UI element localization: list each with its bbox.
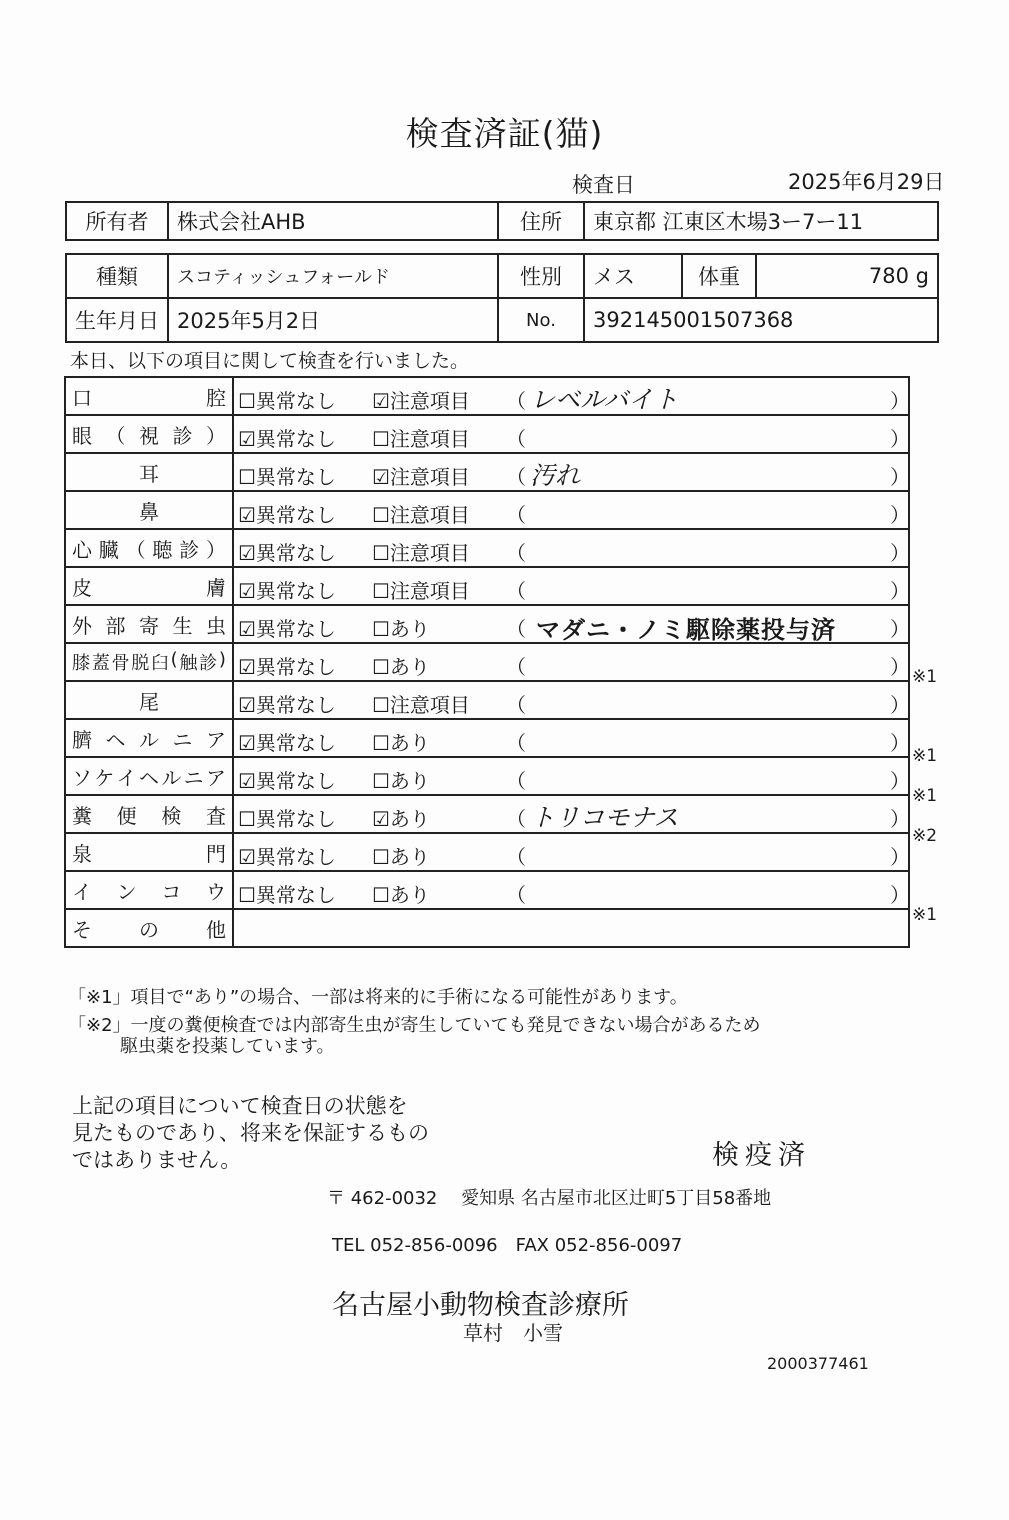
check-result-cell xyxy=(233,757,909,795)
label-char: 触 xyxy=(179,653,198,674)
check-item-label xyxy=(72,762,226,791)
label-char: ソ xyxy=(72,765,92,790)
footnote-mark: ※1 xyxy=(912,786,938,806)
note-paren-close: ） xyxy=(890,845,910,869)
label-char: ） xyxy=(206,423,226,448)
footnote-mark: ※1 xyxy=(912,746,938,767)
footnote-2: 「※2」一度の糞便検査では内部寄生虫が寄生していても発見できない場合があるため xyxy=(68,1015,761,1036)
check-row xyxy=(65,871,909,909)
disclaimer-line-1: 上記の項目について検査日の状態を xyxy=(72,1094,408,1118)
label-char: 寄 xyxy=(139,613,159,638)
no-value: 392145001507368 xyxy=(584,298,938,342)
label-char: ニ xyxy=(172,727,193,752)
note-paren-open: （ xyxy=(506,655,526,679)
check-item-cell xyxy=(65,529,233,567)
note-paren-open: （ xyxy=(506,541,526,565)
note-paren-open: （ xyxy=(506,883,526,907)
check-result-cell xyxy=(233,719,909,757)
check-row xyxy=(65,795,909,833)
check-result-cell xyxy=(233,377,909,415)
normal-checkbox[interactable]: ☑異常なし xyxy=(238,693,336,717)
inspection-date-value: 2025年6月29日 xyxy=(788,170,945,194)
normal-checkbox[interactable]: ☐異常なし xyxy=(238,883,336,907)
address-label: 住所 xyxy=(498,202,584,240)
label-char: ル xyxy=(139,727,159,752)
address-value: 東京都 江東区木場3ー7ー11 xyxy=(584,202,938,240)
check-result-cell xyxy=(233,453,909,491)
label-char: の xyxy=(139,917,159,942)
check-result-cell xyxy=(233,833,909,871)
label-char: 糞 xyxy=(72,803,92,828)
check-item-cell xyxy=(65,795,233,833)
label-char: 診 xyxy=(179,537,200,562)
check-item-label xyxy=(72,420,226,449)
footnote-mark: ※1 xyxy=(912,666,938,687)
check-result-cell xyxy=(233,871,909,909)
label-char: 蓋 xyxy=(91,653,110,674)
label-char: 骨 xyxy=(111,653,130,674)
check-note: マダニ・ノミ駆除薬投与済 xyxy=(536,616,836,644)
check-item-label xyxy=(72,610,226,639)
check-item-label xyxy=(72,876,226,905)
weight-value: 780 g xyxy=(756,254,938,298)
no-label: No. xyxy=(498,298,584,342)
label-char: 泉 xyxy=(72,841,92,866)
check-item-cell xyxy=(65,871,233,909)
note-paren-open: （ xyxy=(506,389,526,413)
label-char: 脱 xyxy=(131,653,150,674)
label-char: イ xyxy=(72,879,92,904)
breed-value: スコティッシュフォールド xyxy=(168,254,498,298)
attention-checkbox[interactable]: ☐注意項目 xyxy=(372,541,470,565)
label-char: ケ xyxy=(94,765,115,790)
normal-checkbox[interactable]: ☐異常なし xyxy=(238,465,336,489)
label-char: ル xyxy=(161,765,182,790)
attention-checkbox[interactable]: ☐あり xyxy=(372,883,430,907)
check-item-cell xyxy=(65,605,233,643)
attention-checkbox[interactable]: ☑注意項目 xyxy=(372,465,470,489)
attention-checkbox[interactable]: ☐注意項目 xyxy=(372,503,470,527)
footnote-2-cont: 駆虫薬を投薬しています。 xyxy=(120,1036,335,1057)
check-item-label: 鼻 xyxy=(139,499,159,524)
note-paren-open: （ xyxy=(506,769,526,793)
label-char: 膝 xyxy=(72,653,90,674)
clinic-address: 〒 462-0032 愛知県 名古屋市北区辻町5丁目58番地 xyxy=(327,1188,772,1209)
label-char: ） xyxy=(205,537,226,562)
attention-checkbox[interactable]: ☑あり xyxy=(372,807,430,831)
check-row xyxy=(65,567,909,605)
check-item-cell xyxy=(65,567,233,605)
check-item-label xyxy=(72,382,226,411)
label-char: 心 xyxy=(72,537,92,562)
label-char: （ xyxy=(125,537,146,562)
attention-checkbox[interactable]: ☐注意項目 xyxy=(372,693,470,717)
check-item-label xyxy=(72,800,226,829)
normal-checkbox[interactable]: ☑異常なし xyxy=(238,503,336,527)
clinic-phone-fax: TEL 052-856-0096 FAX 052-856-0097 xyxy=(332,1235,683,1256)
label-char: ア xyxy=(205,765,226,790)
weight-label: 体重 xyxy=(682,254,756,298)
check-item-label xyxy=(72,838,226,867)
note-paren-close: ） xyxy=(890,503,910,527)
check-item-label xyxy=(72,534,226,563)
check-row xyxy=(65,833,909,871)
label-char: 他 xyxy=(206,917,226,942)
other-label xyxy=(72,914,226,943)
normal-checkbox[interactable]: ☑異常なし xyxy=(238,655,336,679)
label-char: 診 xyxy=(172,423,193,448)
label-char: ン xyxy=(116,879,137,904)
check-row xyxy=(65,681,909,719)
attention-checkbox[interactable]: ☑注意項目 xyxy=(372,389,470,413)
note-paren-close: ） xyxy=(890,617,910,641)
check-item-cell xyxy=(65,757,233,795)
check-item-label xyxy=(72,724,226,753)
label-char: コ xyxy=(161,879,182,904)
label-char: ヘ xyxy=(105,727,126,752)
label-char: 膚 xyxy=(206,575,226,600)
normal-checkbox[interactable]: ☑異常なし xyxy=(238,579,336,603)
check-item-cell xyxy=(65,377,233,415)
label-char: 臼 xyxy=(150,653,169,674)
label-char: 便 xyxy=(116,803,137,828)
check-item-cell xyxy=(65,453,233,491)
check-row xyxy=(65,491,909,529)
attention-checkbox[interactable]: ☐あり xyxy=(372,769,430,793)
check-item-cell xyxy=(65,415,233,453)
attention-checkbox[interactable]: ☐注意項目 xyxy=(372,427,470,451)
label-char: 門 xyxy=(206,841,226,866)
dob-label: 生年月日 xyxy=(66,298,168,342)
note-paren-open: （ xyxy=(506,731,526,755)
label-char: 診 xyxy=(199,653,218,674)
note-paren-close: ） xyxy=(890,807,910,831)
note-paren-open: （ xyxy=(506,807,526,831)
label-char: 視 xyxy=(139,423,159,448)
intro-text: 本日、以下の項目に関して検査を行いました。 xyxy=(70,350,470,372)
note-paren-open: （ xyxy=(506,579,526,603)
note-paren-open: （ xyxy=(506,427,526,451)
check-result-cell xyxy=(233,681,909,719)
check-item-label xyxy=(72,649,226,675)
note-paren-open: （ xyxy=(506,503,526,527)
label-char: 部 xyxy=(105,613,126,638)
note-paren-open: （ xyxy=(506,693,526,717)
label-char: 臓 xyxy=(98,537,119,562)
disclaimer-line-2: 見たものであり、将来を保証するもの xyxy=(72,1121,429,1145)
check-item-cell xyxy=(65,643,233,681)
footnote-mark: ※2 xyxy=(912,825,938,846)
quarantine-stamp: 検疫済 xyxy=(712,1140,811,1171)
label-char: 虫 xyxy=(206,613,226,638)
check-note: レベルバイト xyxy=(530,385,679,414)
note-paren-close: ） xyxy=(890,389,910,413)
sex-label: 性別 xyxy=(498,254,584,298)
label-char: （ xyxy=(105,423,126,448)
check-result-cell xyxy=(233,529,909,567)
check-row xyxy=(65,377,909,415)
normal-checkbox[interactable]: ☐異常なし xyxy=(238,807,336,831)
label-char: ニ xyxy=(183,765,204,790)
dob-value: 2025年5月2日 xyxy=(168,298,498,342)
check-row xyxy=(65,529,909,567)
note-paren-close: ） xyxy=(890,883,910,907)
check-result-cell xyxy=(233,567,909,605)
note-paren-close: ） xyxy=(890,655,910,679)
label-char: 外 xyxy=(72,613,92,638)
check-result-cell xyxy=(233,643,909,681)
attention-checkbox[interactable]: ☐注意項目 xyxy=(372,579,470,603)
label-char: 生 xyxy=(172,613,193,638)
note-paren-open: （ xyxy=(506,465,526,489)
check-note: トリコモナス xyxy=(530,803,679,832)
animal-table xyxy=(65,253,939,343)
check-row xyxy=(65,757,909,795)
normal-checkbox[interactable]: ☐異常なし xyxy=(238,389,336,413)
normal-checkbox[interactable]: ☑異常なし xyxy=(238,731,336,755)
label-char: そ xyxy=(72,917,92,942)
note-paren-close: ） xyxy=(890,427,910,451)
check-row xyxy=(65,719,909,757)
label-char: ヘ xyxy=(138,765,159,790)
note-paren-close: ） xyxy=(890,769,910,793)
check-row xyxy=(65,643,909,681)
sex-value: メス xyxy=(584,254,682,298)
attention-checkbox[interactable]: ☐あり xyxy=(372,617,430,641)
check-result-cell xyxy=(233,491,909,529)
check-note: 汚れ xyxy=(530,461,581,490)
check-result-cell xyxy=(233,415,909,453)
check-result-cell xyxy=(233,795,909,833)
label-char: ) xyxy=(218,649,226,670)
check-result-cell xyxy=(233,605,909,643)
check-row xyxy=(65,453,909,491)
check-item-label: 耳 xyxy=(139,461,159,486)
attention-checkbox[interactable]: ☐あり xyxy=(372,845,430,869)
check-row xyxy=(65,605,909,643)
note-paren-close: ） xyxy=(890,731,910,755)
footnote-mark: ※1 xyxy=(912,905,938,926)
inspection-date-label: 検査日 xyxy=(572,173,635,197)
owner-value: 株式会社AHB xyxy=(168,202,498,240)
label-char: ア xyxy=(206,727,226,752)
label-char: 臍 xyxy=(72,727,92,752)
certificate-title: 検査済証(猫) xyxy=(405,114,604,153)
normal-checkbox[interactable]: ☑異常なし xyxy=(238,769,336,793)
note-paren-close: ） xyxy=(890,693,910,717)
normal-checkbox[interactable]: ☑異常なし xyxy=(238,541,336,565)
serial-number: 2000377461 xyxy=(767,1354,869,1373)
label-char: 眼 xyxy=(72,423,92,448)
label-char: 聴 xyxy=(152,537,173,562)
note-paren-close: ） xyxy=(890,465,910,489)
note-paren-close: ） xyxy=(890,579,910,603)
veterinarian-name: 草村 小雪 xyxy=(463,1321,563,1345)
clinic-name: 名古屋小動物検査診療所 xyxy=(332,1290,629,1321)
check-item-label: 尾 xyxy=(139,689,159,714)
normal-checkbox[interactable]: ☑異常なし xyxy=(238,427,336,451)
label-char: ( xyxy=(170,649,178,670)
note-paren-close: ） xyxy=(890,541,910,565)
owner-table xyxy=(65,201,939,241)
owner-label: 所有者 xyxy=(66,202,168,240)
note-paren-open: （ xyxy=(506,845,526,869)
label-char: 査 xyxy=(205,803,226,828)
attention-checkbox[interactable]: ☐あり xyxy=(372,655,430,679)
note-paren-open: （ xyxy=(506,617,526,641)
check-item-cell xyxy=(65,833,233,871)
other-label-cell xyxy=(65,909,233,947)
check-item-cell xyxy=(65,681,233,719)
normal-checkbox[interactable]: ☑異常なし xyxy=(238,617,336,641)
other-value xyxy=(233,909,909,947)
label-char: 皮 xyxy=(72,575,92,600)
label-char: 検 xyxy=(161,803,182,828)
label-char: イ xyxy=(116,765,137,790)
attention-checkbox[interactable]: ☐あり xyxy=(372,731,430,755)
check-item-cell xyxy=(65,719,233,757)
footnote-1: 「※1」項目で“あり”の場合、一部は将来的に手術になる可能性があります。 xyxy=(68,987,688,1008)
label-char: 口 xyxy=(72,385,92,410)
check-row xyxy=(65,415,909,453)
label-char: 腔 xyxy=(206,385,226,410)
disclaimer-line-3: ではありません。 xyxy=(72,1148,242,1172)
check-item-label xyxy=(72,572,226,601)
label-char: ウ xyxy=(205,879,226,904)
breed-label: 種類 xyxy=(66,254,168,298)
check-item-cell xyxy=(65,491,233,529)
normal-checkbox[interactable]: ☑異常なし xyxy=(238,845,336,869)
check-table xyxy=(64,376,910,948)
